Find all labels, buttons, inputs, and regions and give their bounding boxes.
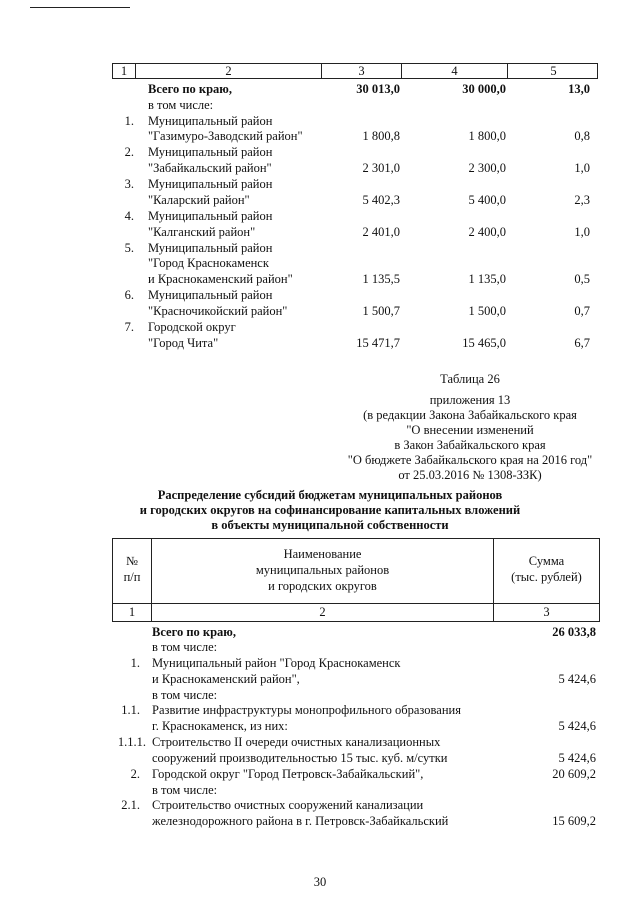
table2-total-label: Всего по краю,	[152, 625, 236, 639]
table1-hdr-4: 4	[401, 64, 507, 78]
row-num: 3.	[124, 177, 134, 191]
row-num: 6.	[124, 288, 134, 302]
row-name-line: в том числе:	[152, 783, 218, 797]
row-num: 2.	[130, 767, 140, 781]
row-num: 1.1.	[121, 703, 140, 717]
row-c5: 6,7	[574, 336, 590, 350]
number-2: 2	[319, 605, 326, 619]
row-name-line: "Забайкальский район"	[148, 161, 272, 175]
row-name-line: Городской округ "Город Петровск-Забайкальский",	[152, 767, 424, 781]
row-c4: 1 135,0	[468, 272, 506, 286]
table1-total-label: Всего по краю,	[148, 82, 232, 96]
row-name-line: Городской округ	[148, 320, 236, 334]
row-name-line: Развитие инфраструктуры монопрофильного образования	[152, 703, 461, 717]
table1-hdr-3: 3	[321, 64, 401, 78]
row-num: 1.	[124, 114, 134, 128]
row-name-line: и Краснокаменский район",	[152, 672, 300, 686]
head-sum-line: Сумма	[528, 554, 565, 568]
table2-total-sum: 26 033,8	[552, 625, 596, 639]
row-c5: 0,7	[574, 304, 590, 318]
annex-line: в Закон Забайкальского края	[394, 438, 546, 452]
row-c3: 2 301,0	[362, 161, 400, 175]
row-c5: 0,8	[574, 129, 590, 143]
head-num-line: п/п	[123, 570, 141, 584]
row-name-line: Муниципальный район	[148, 145, 273, 159]
table1-total-c5: 13,0	[568, 82, 590, 96]
row-name-line: Строительство очистных сооружений канализации	[152, 798, 424, 812]
table1-hdr-1: 1	[120, 64, 128, 78]
page-number: 30	[313, 875, 327, 889]
row-c3: 1 800,8	[362, 129, 400, 143]
table2-header	[112, 538, 600, 622]
row-c3: 1 135,5	[362, 272, 400, 286]
row-name-line: "Красночикойский район"	[148, 304, 288, 318]
row-c5: 0,5	[574, 272, 590, 286]
row-sum: 5 424,6	[558, 751, 596, 765]
annex-line: от 25.03.2016 № 1308-ЗЗК)	[398, 468, 542, 482]
row-name-line: железнодорожного района в г. Петровск-Забайкальский	[152, 814, 449, 828]
table1-incl: в том числе:	[148, 98, 214, 112]
table1-total-c3: 30 013,0	[356, 82, 400, 96]
row-c5: 1,0	[574, 161, 590, 175]
row-sum: 5 424,6	[558, 672, 596, 686]
row-name-line: "Город Чита"	[148, 336, 219, 350]
table1-hdr-2: 2	[135, 64, 321, 78]
row-name-line: Муниципальный район	[148, 177, 273, 191]
row-sum: 5 424,6	[558, 719, 596, 733]
row-name-line: сооружений производительностью 15 тыс. куб. м/сутки	[152, 751, 448, 765]
row-c4: 15 465,0	[462, 336, 506, 350]
row-num: 2.1.	[121, 798, 140, 812]
row-name-line: Муниципальный район	[148, 241, 273, 255]
row-name-line: "Калганский район"	[148, 225, 256, 239]
row-num: 7.	[124, 320, 134, 334]
table1-total-c4: 30 000,0	[462, 82, 506, 96]
header-separator	[113, 603, 599, 604]
head-sum-line: (тыс. рублей)	[511, 570, 582, 584]
annex-line: (в редакции Закона Забайкальского края	[363, 408, 577, 422]
row-sum: 15 609,2	[552, 814, 596, 828]
title-line: Распределение субсидий бюджетам муниципальных районов	[157, 488, 503, 502]
row-name-line: Муниципальный район	[148, 114, 273, 128]
row-name-line: Муниципальный район	[148, 288, 273, 302]
row-num: 5.	[124, 241, 134, 255]
head-name-line: и городских округов	[268, 579, 377, 593]
row-name-line: Муниципальный район "Город Краснокаменск	[152, 656, 401, 670]
row-name-line: "Каларский район"	[148, 193, 250, 207]
row-name-line: в том числе:	[152, 688, 218, 702]
row-name-line: Строительство II очереди очистных канализационных	[152, 735, 441, 749]
row-c3: 5 402,3	[362, 193, 400, 207]
table2-incl: в том числе:	[152, 640, 218, 654]
row-name-line: "Город Краснокаменск	[148, 256, 269, 270]
head-name-line: муниципальных районов	[255, 563, 390, 577]
head-name-line: Наименование	[283, 547, 362, 561]
row-c4: 2 300,0	[468, 161, 506, 175]
annex-line: приложения 13	[429, 393, 511, 407]
head-num-line: №	[126, 554, 138, 568]
row-name-line: и Краснокаменский район"	[148, 272, 293, 286]
number-3: 3	[543, 605, 550, 619]
table1-header-row	[112, 63, 598, 79]
annex-line: "О внесении изменений	[406, 423, 534, 437]
row-num: 2.	[124, 145, 134, 159]
row-name-line: г. Краснокаменск, из них:	[152, 719, 288, 733]
title-line: и городских округов на софинансирование капитальных вложений	[139, 503, 521, 517]
row-c3: 15 471,7	[356, 336, 400, 350]
row-c4: 2 400,0	[468, 225, 506, 239]
header-rule	[30, 7, 130, 8]
row-c5: 2,3	[574, 193, 590, 207]
title-line: в объекты муниципальной собственности	[211, 518, 449, 532]
row-c3: 2 401,0	[362, 225, 400, 239]
row-name-line: "Газимуро-Заводский район"	[148, 129, 303, 143]
row-sum: 20 609,2	[552, 767, 596, 781]
row-num: 4.	[124, 209, 134, 223]
row-c4: 5 400,0	[468, 193, 506, 207]
row-num: 1.	[130, 656, 140, 670]
row-c3: 1 500,7	[362, 304, 400, 318]
row-c4: 1 500,0	[468, 304, 506, 318]
number-1: 1	[128, 605, 136, 619]
annex-line: Таблица 26	[440, 372, 500, 386]
table1-hdr-5: 5	[507, 64, 599, 78]
annex-line: "О бюджете Забайкальского края на 2016 год"	[347, 453, 593, 467]
row-num: 1.1.1.	[117, 735, 146, 749]
row-c4: 1 800,0	[468, 129, 506, 143]
row-name-line: Муниципальный район	[148, 209, 273, 223]
row-c5: 1,0	[574, 225, 590, 239]
